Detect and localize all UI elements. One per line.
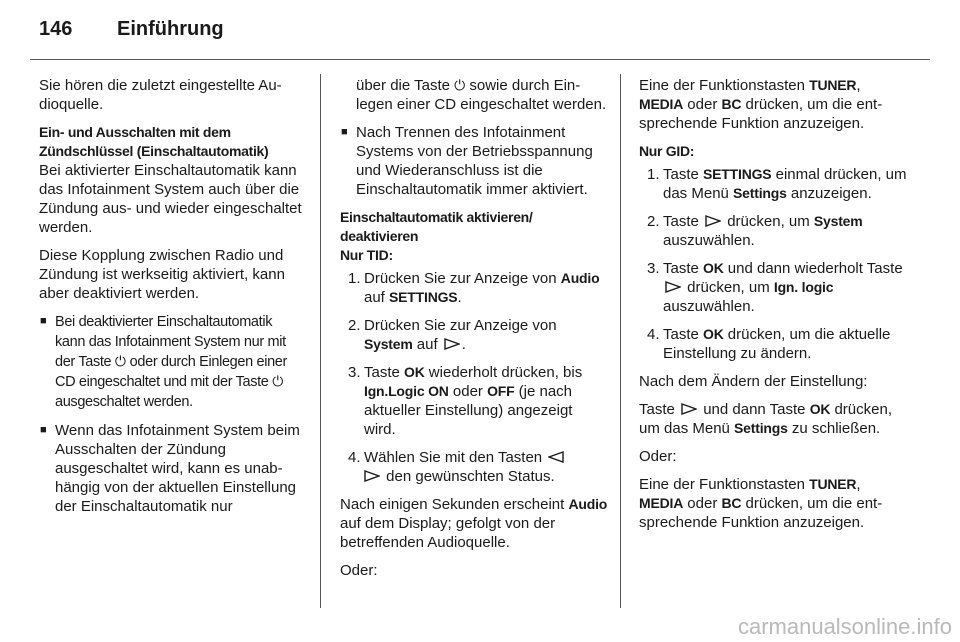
triangle-right-icon <box>705 215 721 227</box>
paragraph: Sie hören die zuletzt eingestellte Audioquelle. <box>39 77 282 113</box>
watermark: carmanualsonline.info <box>737 614 952 639</box>
page-title: Einführung <box>117 18 224 40</box>
column-divider <box>320 74 321 608</box>
step-item: 2. Drücken Sie zur Anzeige von System auf . <box>348 317 557 353</box>
paragraph: Nach dem Ändern der Einstellung: <box>639 373 868 390</box>
sub-heading: Nur TID: <box>340 247 393 263</box>
paragraph: Bei aktivierter Einschaltautomatik kann das Infotainment System auch über die Zündung aus- und wieder eingeschaltet werden. <box>39 162 302 236</box>
page-number: 146 <box>39 18 73 40</box>
triangle-left-icon <box>548 451 564 463</box>
bullet-icon: ■ <box>40 315 47 327</box>
sub-heading: Nur GID: <box>639 143 695 159</box>
bullet-item: ■ Bei deaktivierter Einschaltautomatik kann das Infotainment System nur mit der Taste ⏻ oder durch Einlegen einer CD eingeschaltet und mit der Taste ⏻ ausgeschaltet werden. <box>40 314 287 410</box>
step-item: 2. Taste drücken, um System auszuwählen. <box>647 213 863 249</box>
header-rule <box>30 59 930 60</box>
bullet-item: ■ Nach Trennen des Infotainment Systems von der Betriebsspannung und Wiederanschluss ist die Einschaltautomatik immer aktiviert. <box>341 124 593 198</box>
paragraph: Nach einigen Sekunden erscheint Audio auf dem Display; gefolgt von der betreffenden Audioquelle. <box>340 496 608 551</box>
triangle-right-icon <box>665 281 681 293</box>
step-item: 4. Taste OK drücken, um die aktuelle Einstellung zu ändern. <box>647 326 891 362</box>
page-header <box>0 0 960 62</box>
paragraph: Diese Kopplung zwischen Radio und Zündung ist werkseitig aktiviert, kann aber deaktiviert werden. <box>39 247 285 302</box>
column-2 <box>340 76 608 589</box>
column-1 <box>39 76 305 525</box>
paragraph: Taste und dann Taste OK drücken, um das Menü Settings zu schließen. <box>639 401 892 437</box>
step-item: 3. Taste OK und dann wiederholt Taste drücken, um Ign. logic auszuwählen. <box>647 260 903 315</box>
step-item: 3. Taste OK wiederholt drücken, bis Ign.Logic ON oder OFF (je nach aktueller Einstellung) angezeigt wird. <box>348 364 583 438</box>
section-heading: Einschaltautomatik aktivieren/ deaktivieren <box>340 209 533 244</box>
bullet-icon: ■ <box>341 126 348 138</box>
triangle-right-icon <box>681 403 697 415</box>
bullet-icon: ■ <box>40 424 47 436</box>
triangle-right-icon <box>364 470 380 482</box>
column-3 <box>639 76 907 541</box>
paragraph: Eine der Funktionstasten TUNER, MEDIA oder BC drücken, um die entsprechende Funktion anzuzeigen. <box>639 476 883 531</box>
column-divider <box>620 74 621 608</box>
bullet-item: ■ Wenn das Infotainment System beim Ausschalten der Zündung ausgeschaltet wird, kann es unabhängig von der aktuellen Einstellung der Einschaltautomatik nur <box>40 422 300 515</box>
power-icon: ⏻ <box>272 373 284 389</box>
step-item: 1. Drücken Sie zur Anzeige von Audio auf SETTINGS. <box>348 270 600 306</box>
step-item: 1. Taste SETTINGS einmal drücken, um das Menü Settings anzuzeigen. <box>647 166 907 202</box>
power-icon: ⏻ <box>454 77 466 93</box>
bullet-continuation: über die Taste ⏻ sowie durch Einlegen einer CD eingeschaltet werden. <box>356 77 607 113</box>
paragraph: Oder: <box>639 448 677 465</box>
paragraph: Eine der Funktionstasten TUNER, MEDIA oder BC drücken, um die entsprechende Funktion anzuzeigen. <box>639 77 883 132</box>
section-heading: Ein- und Ausschalten mit dem Zündschlüssel (Einschaltautomatik) <box>39 124 269 159</box>
power-icon: ⏻ <box>114 353 126 369</box>
step-item: 4. Wählen Sie mit den Tasten den gewünschten Status. <box>340 448 608 486</box>
paragraph: Oder: <box>340 562 378 579</box>
triangle-right-icon <box>444 338 460 350</box>
